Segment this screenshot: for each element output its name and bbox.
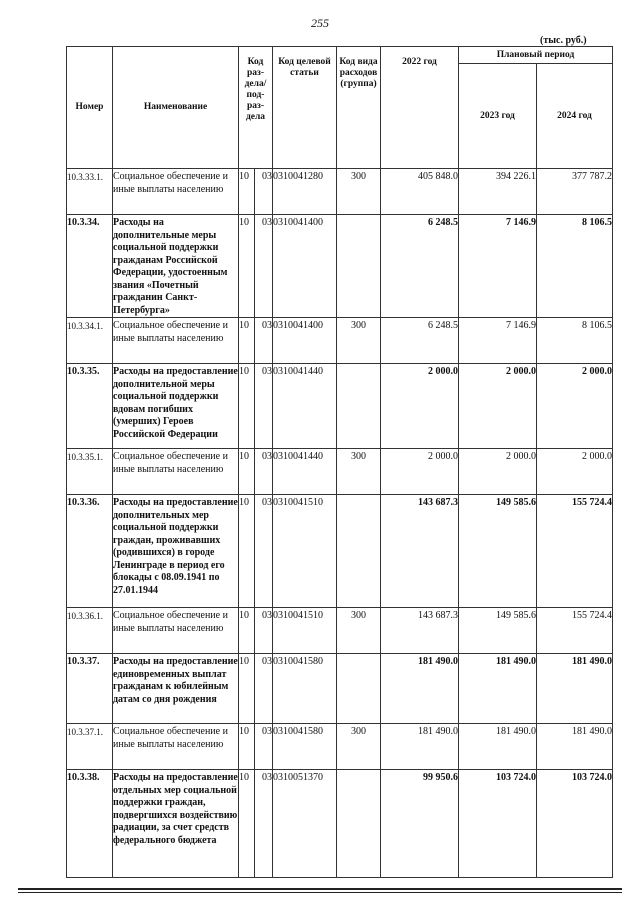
row-amount-2024-cell: 2 000.0 — [537, 364, 613, 449]
table-row — [67, 608, 613, 654]
row-section-cell: 10 — [239, 449, 255, 495]
row-target-code-cell: 0310041440 — [273, 364, 337, 449]
row-expense-type-cell: 300 — [337, 318, 381, 364]
header-name: Наименование — [113, 47, 239, 169]
row-section-cell: 10 — [239, 770, 255, 878]
row-amount-2023-cell: 149 585.6 — [459, 495, 537, 608]
row-amount-2023-cell: 149 585.6 — [459, 608, 537, 654]
row-section-cell: 10 — [239, 318, 255, 364]
table-body — [67, 169, 613, 878]
row-target-code-cell: 0310041580 — [273, 654, 337, 724]
row-amount-2022-cell: 181 490.0 — [381, 654, 459, 724]
row-expense-type-cell — [337, 215, 381, 318]
row-amount-2024-cell: 8 106.5 — [537, 215, 613, 318]
row-target-code-cell: 0310041400 — [273, 215, 337, 318]
row-amount-2024-cell: 377 787.2 — [537, 169, 613, 215]
table-row — [67, 654, 613, 724]
row-number-cell: 10.3.35.1. — [67, 449, 113, 495]
row-subsection-cell: 03 — [255, 495, 273, 608]
table-row — [67, 364, 613, 449]
header-expense-type: Код вида расходов (группа) — [337, 47, 381, 169]
header-year-2023: 2023 год — [459, 64, 537, 169]
row-subsection-cell: 03 — [255, 215, 273, 318]
header-year-2024: 2024 год — [537, 64, 613, 169]
row-amount-2024-cell: 8 106.5 — [537, 318, 613, 364]
row-subsection-cell: 03 — [255, 770, 273, 878]
row-amount-2022-cell: 405 848.0 — [381, 169, 459, 215]
row-amount-2024-cell: 155 724.4 — [537, 608, 613, 654]
row-section-cell: 10 — [239, 215, 255, 318]
row-amount-2022-cell: 99 950.6 — [381, 770, 459, 878]
row-expense-type-cell — [337, 770, 381, 878]
row-section-cell: 10 — [239, 364, 255, 449]
row-section-cell: 10 — [239, 654, 255, 724]
row-amount-2023-cell: 2 000.0 — [459, 364, 537, 449]
row-subsection-cell: 03 — [255, 654, 273, 724]
row-name-cell: Расходы на предоставление дополнительной меры социальной поддержки вдовам погибших (умерших) Героев Российской Федерации — [113, 364, 239, 449]
row-amount-2024-cell: 181 490.0 — [537, 724, 613, 770]
row-amount-2022-cell: 143 687.3 — [381, 495, 459, 608]
table-row — [67, 449, 613, 495]
row-number-cell: 10.3.36.1. — [67, 608, 113, 654]
row-amount-2023-cell: 181 490.0 — [459, 654, 537, 724]
row-number-cell: 10.3.35. — [67, 364, 113, 449]
budget-table — [66, 46, 613, 878]
row-amount-2024-cell: 103 724.0 — [537, 770, 613, 878]
table-row — [67, 770, 613, 878]
row-name-cell: Социальное обеспечение и иные выплаты населению — [113, 608, 239, 654]
row-name-cell: Расходы на дополнительные меры социальной поддержки гражданам Российской Федерации, удостоенным звания «Почетный гражданин Санкт-Петербурга» — [113, 215, 239, 318]
row-name-cell: Расходы на предоставление отдельных мер социальной поддержки граждан, подвергшихся воздействию радиации, за счет средств федерального бюджета — [113, 770, 239, 878]
row-expense-type-cell — [337, 495, 381, 608]
row-target-code-cell: 0310041510 — [273, 495, 337, 608]
row-expense-type-cell: 300 — [337, 724, 381, 770]
row-target-code-cell: 0310041510 — [273, 608, 337, 654]
row-section-cell: 10 — [239, 608, 255, 654]
table-row — [67, 495, 613, 608]
row-section-cell: 10 — [239, 724, 255, 770]
row-name-cell: Социальное обеспечение и иные выплаты населению — [113, 724, 239, 770]
table-row — [67, 215, 613, 318]
header-number: Номер — [67, 47, 113, 169]
row-number-cell: 10.3.34.1. — [67, 318, 113, 364]
row-subsection-cell: 03 — [255, 318, 273, 364]
row-amount-2022-cell: 6 248.5 — [381, 215, 459, 318]
table-row — [67, 169, 613, 215]
row-target-code-cell: 0310051370 — [273, 770, 337, 878]
header-year-2022: 2022 год — [381, 47, 459, 169]
row-amount-2024-cell: 2 000.0 — [537, 449, 613, 495]
row-subsection-cell: 03 — [255, 169, 273, 215]
row-amount-2023-cell: 103 724.0 — [459, 770, 537, 878]
row-expense-type-cell: 300 — [337, 169, 381, 215]
units-label: (тыс. руб.) — [540, 35, 587, 46]
row-name-cell: Расходы на предоставление единовременных выплат гражданам к юбилейным датам со дня рождения — [113, 654, 239, 724]
row-amount-2022-cell: 2 000.0 — [381, 449, 459, 495]
header-planned-period: Плановый период — [459, 47, 613, 64]
row-number-cell: 10.3.34. — [67, 215, 113, 318]
row-number-cell: 10.3.33.1. — [67, 169, 113, 215]
row-target-code-cell: 0310041440 — [273, 449, 337, 495]
header-target-code: Код целевой статьи — [273, 47, 337, 169]
row-amount-2024-cell: 181 490.0 — [537, 654, 613, 724]
footer-rule — [18, 888, 622, 890]
row-expense-type-cell — [337, 654, 381, 724]
row-subsection-cell: 03 — [255, 724, 273, 770]
row-target-code-cell: 0310041580 — [273, 724, 337, 770]
row-name-cell: Социальное обеспечение и иные выплаты населению — [113, 318, 239, 364]
row-amount-2023-cell: 2 000.0 — [459, 449, 537, 495]
row-expense-type-cell: 300 — [337, 449, 381, 495]
row-subsection-cell: 03 — [255, 449, 273, 495]
row-name-cell: Расходы на предоставление дополнительных мер социальной поддержки граждан, проживавших (родившихся) в городе Ленинграде в период его блокады с 08.09.1941 по 27.01.1944 — [113, 495, 239, 608]
footer-rule-thin — [18, 892, 622, 893]
row-amount-2022-cell: 143 687.3 — [381, 608, 459, 654]
row-name-cell: Социальное обеспечение и иные выплаты населению — [113, 449, 239, 495]
row-section-cell: 10 — [239, 495, 255, 608]
row-section-cell: 10 — [239, 169, 255, 215]
row-expense-type-cell: 300 — [337, 608, 381, 654]
row-number-cell: 10.3.38. — [67, 770, 113, 878]
row-target-code-cell: 0310041400 — [273, 318, 337, 364]
row-amount-2023-cell: 394 226.1 — [459, 169, 537, 215]
row-expense-type-cell — [337, 364, 381, 449]
row-name-cell: Социальное обеспечение и иные выплаты населению — [113, 169, 239, 215]
page-number: 255 — [311, 16, 329, 30]
row-amount-2024-cell: 155 724.4 — [537, 495, 613, 608]
row-amount-2022-cell: 2 000.0 — [381, 364, 459, 449]
row-number-cell: 10.3.37.1. — [67, 724, 113, 770]
row-amount-2023-cell: 181 490.0 — [459, 724, 537, 770]
row-subsection-cell: 03 — [255, 364, 273, 449]
table-row — [67, 724, 613, 770]
row-number-cell: 10.3.36. — [67, 495, 113, 608]
header-row-top — [67, 47, 613, 64]
row-amount-2023-cell: 7 146.9 — [459, 318, 537, 364]
row-subsection-cell: 03 — [255, 608, 273, 654]
row-amount-2023-cell: 7 146.9 — [459, 215, 537, 318]
row-amount-2022-cell: 6 248.5 — [381, 318, 459, 364]
row-amount-2022-cell: 181 490.0 — [381, 724, 459, 770]
table-row — [67, 318, 613, 364]
row-target-code-cell: 0310041280 — [273, 169, 337, 215]
header-section-code: Код раз-дела/ под-раз-дела — [239, 47, 273, 169]
row-number-cell: 10.3.37. — [67, 654, 113, 724]
